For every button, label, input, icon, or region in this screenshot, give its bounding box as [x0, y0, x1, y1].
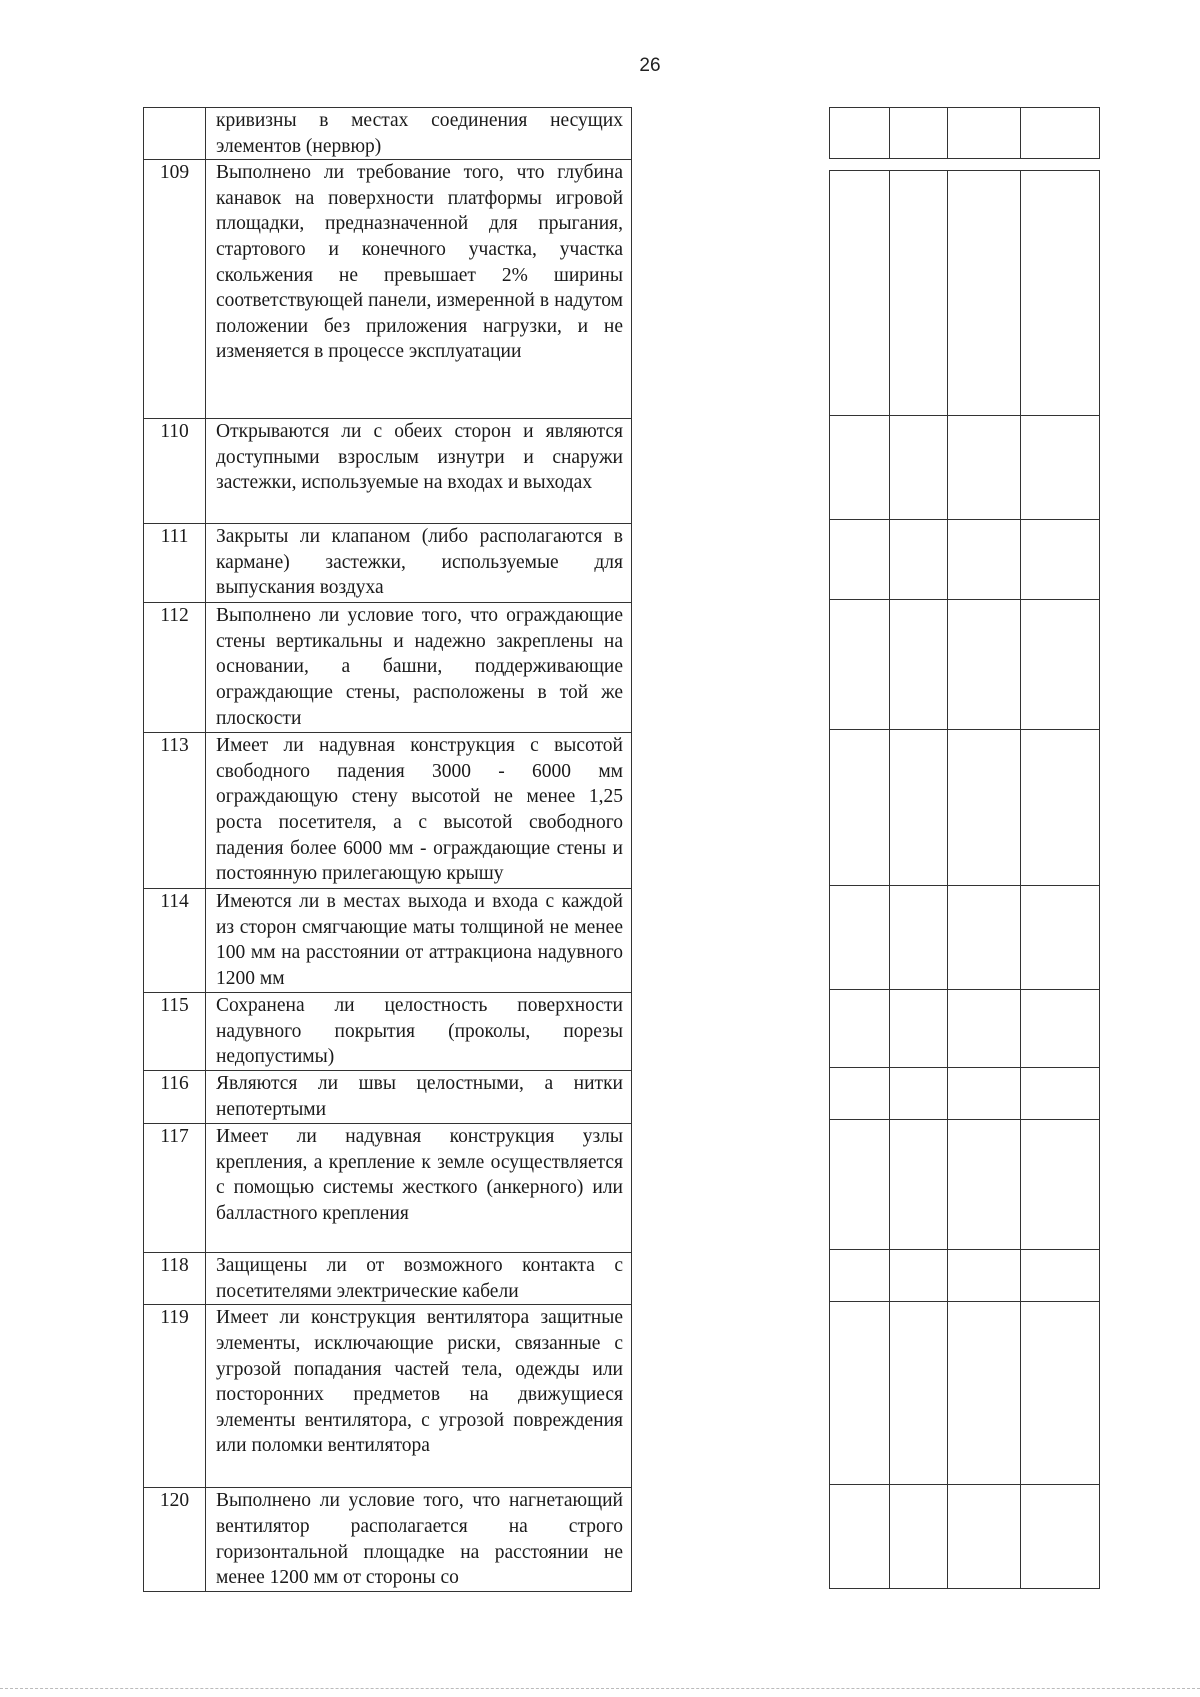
result-cell[interactable] — [1021, 520, 1100, 600]
result-cell[interactable] — [890, 108, 948, 159]
result-row — [830, 108, 1100, 159]
row-number: 115 — [144, 993, 206, 1071]
table-row — [144, 160, 632, 419]
result-cell[interactable] — [1021, 1120, 1100, 1250]
result-cell[interactable] — [948, 600, 1021, 730]
result-cell[interactable] — [890, 1485, 948, 1589]
result-cell[interactable] — [830, 730, 890, 886]
row-number: 116 — [144, 1071, 206, 1124]
table-row — [144, 889, 632, 993]
result-cell[interactable] — [1021, 1250, 1100, 1302]
row-question: Открываются ли с обеих сторон и являются доступными взрослым изнутри и снаружи застежки, используемые на входах и выходах — [206, 419, 632, 524]
result-row — [830, 171, 1100, 416]
table-row — [144, 1071, 632, 1124]
row-question: Выполнено ли требование того, что глубина канавок на поверхности платформы игровой площадки, предназначенной для прыгания, стартового и конечного участка, участка скольжения не превышает 2% ширины соответствующей панели, измеренной в надутом положении без приложения нагрузки, и не изменяется в процессе эксплуатации — [206, 160, 632, 419]
result-cell[interactable] — [830, 1068, 890, 1120]
result-cell[interactable] — [830, 600, 890, 730]
scan-edge-line — [0, 1688, 1200, 1689]
result-row — [830, 416, 1100, 520]
result-cell[interactable] — [948, 730, 1021, 886]
result-cell[interactable] — [890, 1250, 948, 1302]
page-number — [0, 55, 1200, 77]
result-cell[interactable] — [830, 1120, 890, 1250]
row-number: 110 — [144, 419, 206, 524]
result-cell[interactable] — [948, 1302, 1021, 1485]
result-cell[interactable] — [948, 990, 1021, 1068]
row-number: 120 — [144, 1488, 206, 1592]
result-cell[interactable] — [948, 416, 1021, 520]
row-question: Выполнено ли условие того, что нагнетающий вентилятор располагается на строго горизонтальной площадке на расстоянии не менее 1200 мм от стороны со — [206, 1488, 632, 1592]
row-question: Имеет ли конструкция вентилятора защитные элементы, исключающие риски, связанные с угрозой попадания частей тела, одежды или посторонних предметов на движущиеся элементы вентилятора, с угрозой повреждения или поломки вентилятора — [206, 1305, 632, 1488]
row-question: Имеет ли надувная конструкция с высотой свободного падения 3000 - 6000 мм ограждающую стену высотой не менее 1,25 роста посетителя, а с высотой свободного падения более 6000 мм - ограждающие стены и постоянную прилегающую крышу — [206, 733, 632, 889]
row-question: Являются ли швы целостными, а нитки непотертыми — [206, 1071, 632, 1124]
row-number: 113 — [144, 733, 206, 889]
checklist-table — [143, 107, 632, 1592]
table-row — [144, 108, 632, 160]
result-row — [830, 1485, 1100, 1589]
result-cell[interactable] — [830, 108, 890, 159]
result-row — [830, 990, 1100, 1068]
result-cell[interactable] — [890, 416, 948, 520]
result-cell[interactable] — [948, 520, 1021, 600]
result-row — [830, 730, 1100, 886]
result-cell[interactable] — [1021, 886, 1100, 990]
result-cell[interactable] — [948, 1120, 1021, 1250]
result-cell[interactable] — [1021, 990, 1100, 1068]
result-columns-table — [829, 107, 1100, 1589]
result-cell[interactable] — [890, 1302, 948, 1485]
row-number: 118 — [144, 1253, 206, 1305]
result-cell[interactable] — [890, 520, 948, 600]
row-question: Имеет ли надувная конструкция узлы крепления, а крепление к земле осуществляется с помощью системы жесткого (анкерного) или балластного крепления — [206, 1124, 632, 1253]
result-cell[interactable] — [1021, 1068, 1100, 1120]
result-cell[interactable] — [830, 416, 890, 520]
result-row — [830, 1250, 1100, 1302]
result-row — [830, 1068, 1100, 1120]
result-cell[interactable] — [830, 1485, 890, 1589]
result-cell[interactable] — [1021, 1302, 1100, 1485]
row-number: 111 — [144, 524, 206, 603]
result-cell[interactable] — [1021, 416, 1100, 520]
result-cell[interactable] — [890, 600, 948, 730]
row-gap — [830, 159, 1100, 171]
result-row — [830, 1120, 1100, 1250]
result-cell[interactable] — [948, 1485, 1021, 1589]
row-number: 117 — [144, 1124, 206, 1253]
result-cell[interactable] — [830, 1302, 890, 1485]
result-row — [830, 886, 1100, 990]
result-cell[interactable] — [830, 520, 890, 600]
result-cell[interactable] — [1021, 108, 1100, 159]
row-question: Закрыты ли клапаном (либо располагаются в кармане) застежки, используемые для выпускания воздуха — [206, 524, 632, 603]
result-cell[interactable] — [890, 171, 948, 416]
result-cell[interactable] — [890, 990, 948, 1068]
result-cell[interactable] — [948, 1250, 1021, 1302]
result-cell[interactable] — [948, 171, 1021, 416]
result-cell[interactable] — [948, 886, 1021, 990]
result-cell[interactable] — [830, 990, 890, 1068]
row-number — [144, 108, 206, 160]
table-row — [144, 603, 632, 733]
result-cell[interactable] — [890, 730, 948, 886]
result-cell[interactable] — [890, 1068, 948, 1120]
table-row — [144, 524, 632, 603]
result-cell[interactable] — [1021, 1485, 1100, 1589]
table-row — [144, 1124, 632, 1253]
result-row — [830, 600, 1100, 730]
result-cell[interactable] — [948, 1068, 1021, 1120]
row-question: Сохранена ли целостность поверхности надувного покрытия (проколы, порезы недопустимы) — [206, 993, 632, 1071]
table-row — [144, 1488, 632, 1592]
table-row — [144, 1253, 632, 1305]
table-row — [144, 1305, 632, 1488]
result-cell[interactable] — [890, 1120, 948, 1250]
table-row — [144, 993, 632, 1071]
result-row — [830, 520, 1100, 600]
row-question: Выполнено ли условие того, что ограждающие стены вертикальны и надежно закреплены на основании, а башни, поддерживающие ограждающие стены, расположены в той же плоскости — [206, 603, 632, 733]
result-cell[interactable] — [948, 108, 1021, 159]
row-number: 112 — [144, 603, 206, 733]
row-question: кривизны в местах соединения несущих элементов (нервюр) — [206, 108, 632, 160]
result-cell[interactable] — [1021, 171, 1100, 416]
row-question: Защищены ли от возможного контакта с посетителями электрические кабели — [206, 1253, 632, 1305]
page-number-text: 26 — [639, 55, 661, 76]
row-question: Имеются ли в местах выхода и входа с каждой из сторон смягчающие маты толщиной не менее 100 мм на расстоянии от аттракциона надувного 1200 мм — [206, 889, 632, 993]
result-cell[interactable] — [830, 1250, 890, 1302]
result-cell[interactable] — [830, 171, 890, 416]
row-number: 109 — [144, 160, 206, 419]
table-row — [144, 419, 632, 524]
row-number: 119 — [144, 1305, 206, 1488]
row-number: 114 — [144, 889, 206, 993]
result-cell[interactable] — [1021, 600, 1100, 730]
result-row — [830, 1302, 1100, 1485]
table-row — [144, 733, 632, 889]
result-cell[interactable] — [830, 886, 890, 990]
result-cell[interactable] — [890, 886, 948, 990]
result-cell[interactable] — [1021, 730, 1100, 886]
